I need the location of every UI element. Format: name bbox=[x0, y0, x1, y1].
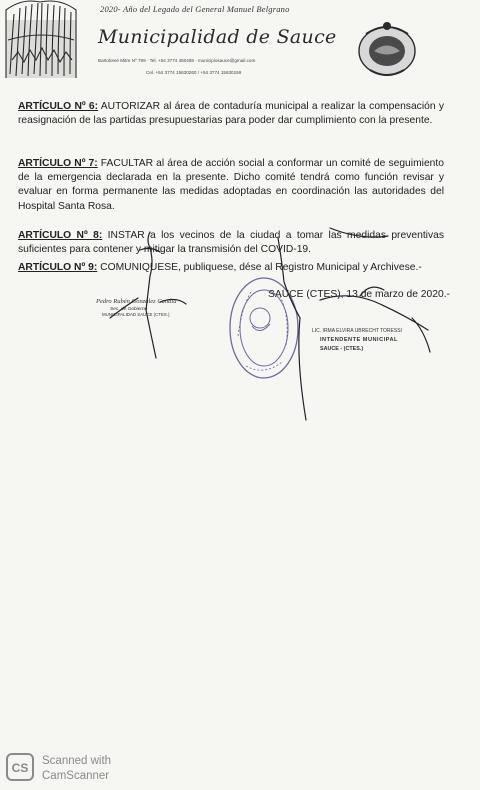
secretary-name: Pedro Rubén Gonzalez Candia bbox=[96, 298, 177, 305]
article-label: ARTÍCULO Nº 9: bbox=[18, 262, 98, 273]
watermark-scanned-with: Scanned with bbox=[42, 755, 112, 767]
article-6 bbox=[18, 100, 444, 128]
header-phones: Cel. +54 3774 15630260 / +54 3774 15630159 bbox=[146, 70, 242, 75]
header-address: Bartolomé Mitre Nº 799 · Tel. +54 3774 480488 · municipiosauce@gmail.com bbox=[98, 58, 256, 63]
article-text: INSTAR a los vecinos de la ciudad a tomar las medidas preventivas suficientes para contener y mitigar la transmisión del COVID-19. bbox=[18, 230, 444, 256]
watermark-camscanner: CamScanner bbox=[42, 770, 110, 782]
article-7 bbox=[18, 157, 444, 214]
municipality-title: Municipalidad de Sauce bbox=[98, 26, 337, 48]
camscanner-logo-icon bbox=[6, 753, 34, 781]
secretary-place: MUNICIPALIDAD SAUCE (CTES.) bbox=[102, 312, 170, 317]
municipal-crest-icon bbox=[356, 18, 418, 80]
municipal-stamp-icon bbox=[220, 266, 304, 382]
article-label: ARTÍCULO Nº 8: bbox=[18, 230, 103, 241]
article-text: FACULTAR al área de acción social a conformar un comité de seguimiento de la emergencia declarada en la presente. Dicho comité tendrá como función revisar y evaluar en forma permanente las medidas adoptadas en coordinación las autoridades del Hospital Santa Rosa. bbox=[18, 158, 444, 212]
article-8 bbox=[18, 229, 444, 257]
article-label: ARTÍCULO Nº 7: bbox=[18, 158, 98, 169]
secretary-role: Sec. de Gobierno bbox=[110, 307, 148, 312]
willow-tree-logo-icon bbox=[2, 0, 80, 82]
header-year-motto: 2020- Año del Legado del General Manuel Belgrano bbox=[100, 4, 290, 14]
place-and-date: SAUCE (CTES), 13 de marzo de 2020.- bbox=[268, 289, 450, 300]
svg-text:CS: CS bbox=[11, 761, 29, 775]
mayor-name: LIC. IRMA ELVIRA UBRECHT TORESSI bbox=[312, 328, 402, 334]
article-text: COMUNIQUESE, publiquese, dése al Registro Municipal y Archivese.- bbox=[97, 262, 422, 273]
mayor-role: INTENDENTE MUNICIPAL bbox=[320, 337, 398, 343]
article-label: ARTÍCULO Nº 6: bbox=[18, 101, 99, 112]
secretary-signature-block bbox=[96, 298, 206, 317]
article-text: AUTORIZAR al área de contaduría municipal a realizar la compensación y reasignación de las partidas presupuestarias para poder dar cumplimiento con la presente. bbox=[18, 101, 444, 127]
mayor-place: SAUCE - (CTES.) bbox=[320, 346, 364, 352]
